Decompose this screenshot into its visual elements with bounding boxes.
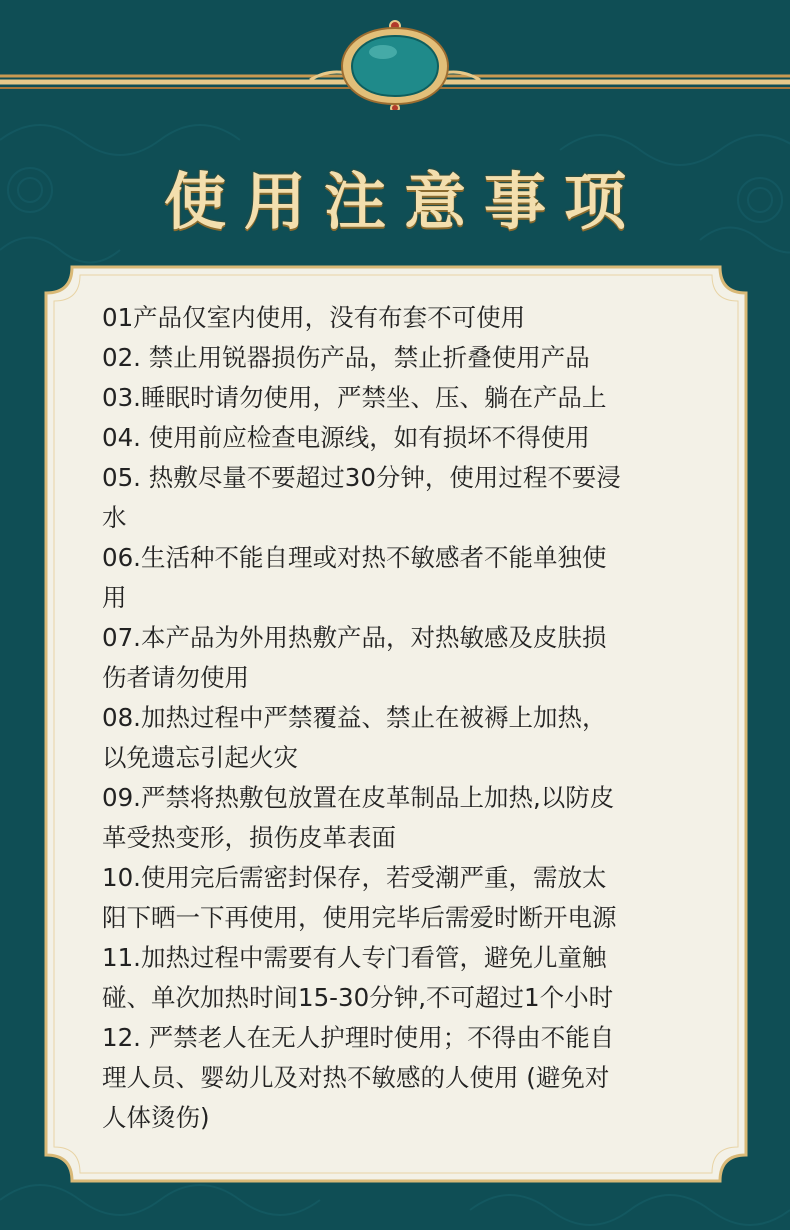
list-item: 02. 禁止用锐器损伤产品，禁止折叠使用产品 — [102, 343, 590, 372]
list-item: 11.加热过程中需要有人专门看管，避免儿童触 碰、单次加热时间15-30分钟,不可超过1个小时 — [102, 943, 614, 1012]
list-item: 06.生活种不能自理或对热不敏感者不能单独使 用 — [102, 543, 607, 612]
notes-list — [102, 298, 702, 1138]
list-item: 08.加热过程中严禁覆益、禁止在被褥上加热， 以免遗忘引起火灾 — [102, 703, 607, 772]
list-item: 10.使用完后需密封保存，若受潮严重，需放太 阳下晒一下再使用，使用完毕后需爱时断开电源 — [102, 863, 617, 932]
jade-ornament-divider — [0, 20, 790, 110]
list-item: 09.严禁将热敷包放置在皮革制品上加热,以防皮 革受热变形，损伤皮革表面 — [102, 783, 615, 852]
page-title: 使用注意事项 — [163, 165, 644, 238]
list-item: 12. 严禁老人在无人护理时使用；不得由不能自 理人员、婴幼儿及对热不敏感的人使用 (避免对 人体烫伤) — [102, 1023, 615, 1132]
list-item: 05. 热敷尽量不要超过30分钟，使用过程不要浸 水 — [102, 463, 621, 532]
list-item: 01产品仅室内使用，没有布套不可使用 — [102, 303, 526, 332]
list-item: 07.本产品为外用热敷产品，对热敏感及皮肤损 伤者请勿使用 — [102, 623, 607, 692]
list-item: 04. 使用前应检查电源线，如有损坏不得使用 — [102, 423, 590, 452]
list-item: 03.睡眠时请勿使用，严禁坐、压、躺在产品上 — [102, 383, 607, 412]
